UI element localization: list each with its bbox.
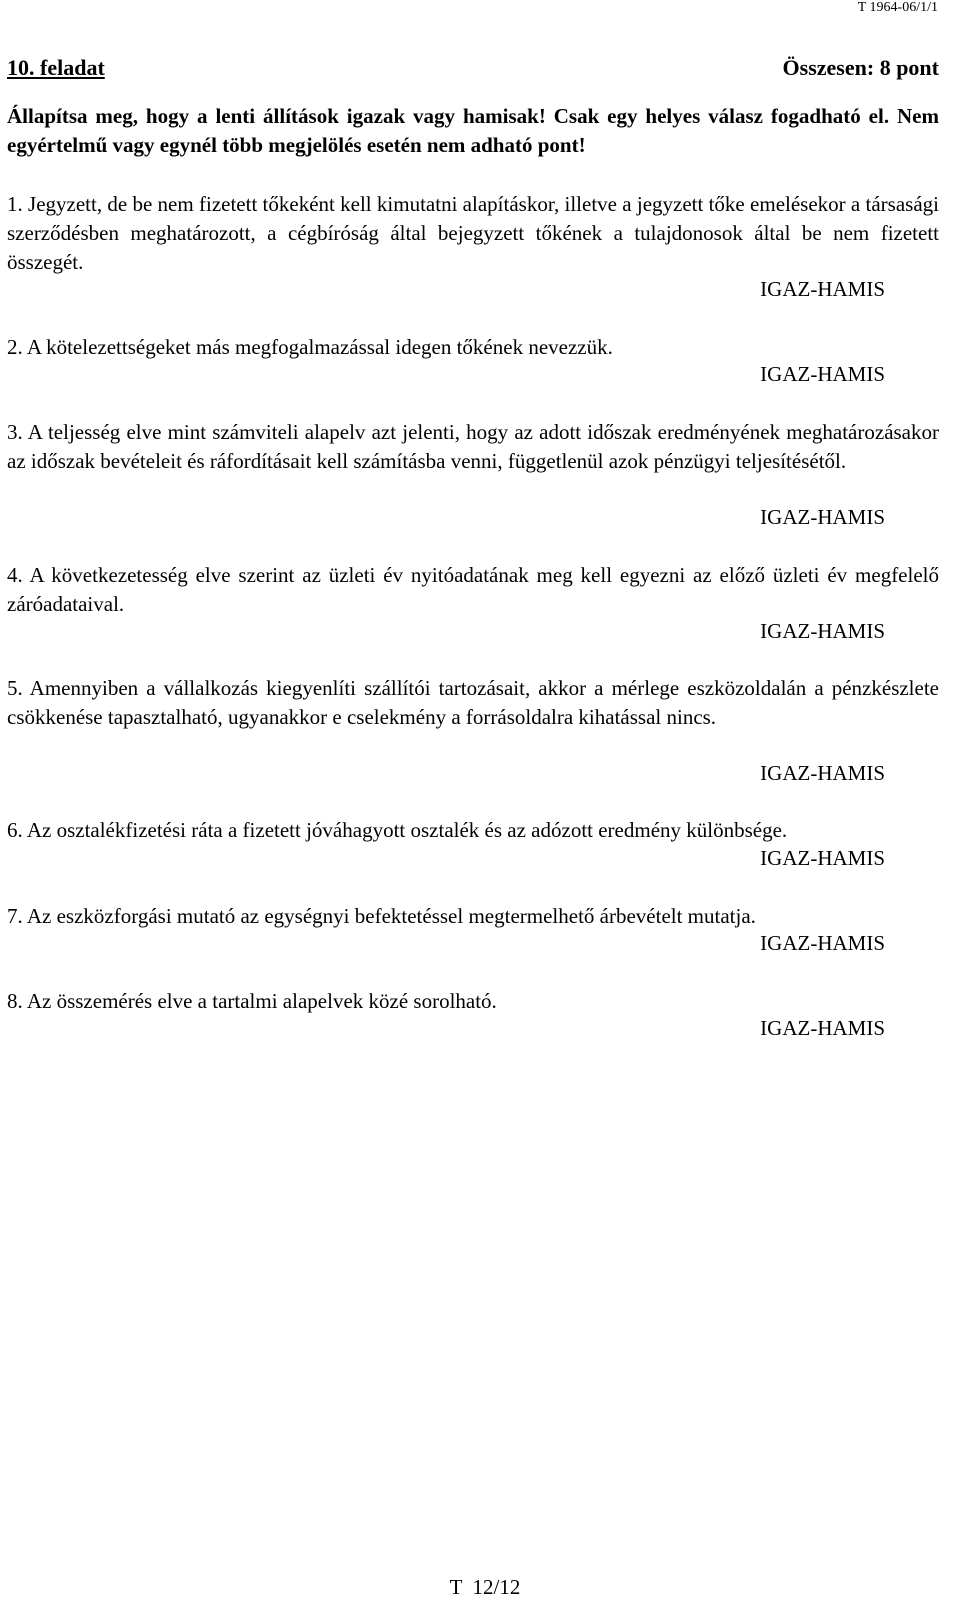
answer-option-7[interactable]: IGAZ-HAMIS — [760, 931, 885, 955]
page-number — [0, 1573, 960, 1601]
answer-option-5[interactable]: IGAZ-HAMIS — [760, 761, 885, 785]
statement-4: 4. A következetesség elve szerint az üzleti év nyitóadatának meg kell egyezni az előző üzleti év megfelelő záróadataival. — [7, 563, 939, 616]
page-prefix: T — [449, 1575, 463, 1599]
answer-option-1[interactable]: IGAZ-HAMIS — [760, 277, 885, 301]
task-header — [7, 53, 939, 83]
statement-5: 5. Amennyiben a vállalkozás kiegyenlíti szállítói tartozásait, akkor a mérlege eszközoldalán a pénzkészlete csökkenése tapasztalható, ugyanakkor e cselekmény a forrásoldalra kihatással nincs. — [7, 676, 939, 729]
answer-option-8[interactable]: IGAZ-HAMIS — [760, 1016, 885, 1040]
statement-7: 7. Az eszközforgási mutató az egységnyi befektetéssel megtermelhető árbevételt mutatja. — [7, 904, 756, 928]
statement-2: 2. A kötelezettségeket más megfogalmazással idegen tőkének nevezzük. — [7, 335, 613, 359]
answer-option-3[interactable]: IGAZ-HAMIS — [760, 505, 885, 529]
document-code: T 1964-06/1/1 — [857, 0, 938, 15]
answer-option-6[interactable]: IGAZ-HAMIS — [760, 846, 885, 870]
statement-8: 8. Az összemérés elve a tartalmi alapelvek közé sorolható. — [7, 989, 497, 1013]
statement-3: 3. A teljesség elve mint számviteli alapelv azt jelenti, hogy az adott időszak eredményének meghatározásakor az időszak bevételeit és ráfordításait kell számításba venni, függetlenül azok pénzügyi teljesítésétől. — [7, 420, 939, 473]
total-points: Összesen: 8 pont — [782, 55, 939, 80]
task-instructions: Állapítsa meg, hogy a lenti állítások igazak vagy hamisak! Csak egy helyes válasz fogadható el. Nem egyértelmű vagy egynél több megjelölés esetén nem adható pont! — [7, 104, 939, 157]
statement-1: 1. Jegyzett, de be nem fizetett tőkeként kell kimutatni alapításkor, illetve a jegyzett tőke emelésekor a társasági szerződésben meghatározott, a cégbíróság által bejegyzett tőkének a tulajdonosok által be nem fizetett összegét. — [7, 192, 939, 274]
statement-6: 6. Az osztalékfizetési ráta a fizetett jóváhagyott osztalék és az adózott eredmény különbsége. — [7, 818, 788, 842]
answer-option-2[interactable]: IGAZ-HAMIS — [760, 362, 885, 386]
page-count: 12/12 — [472, 1575, 521, 1599]
task-label: 10. feladat — [7, 55, 105, 80]
answer-option-4[interactable]: IGAZ-HAMIS — [760, 619, 885, 643]
